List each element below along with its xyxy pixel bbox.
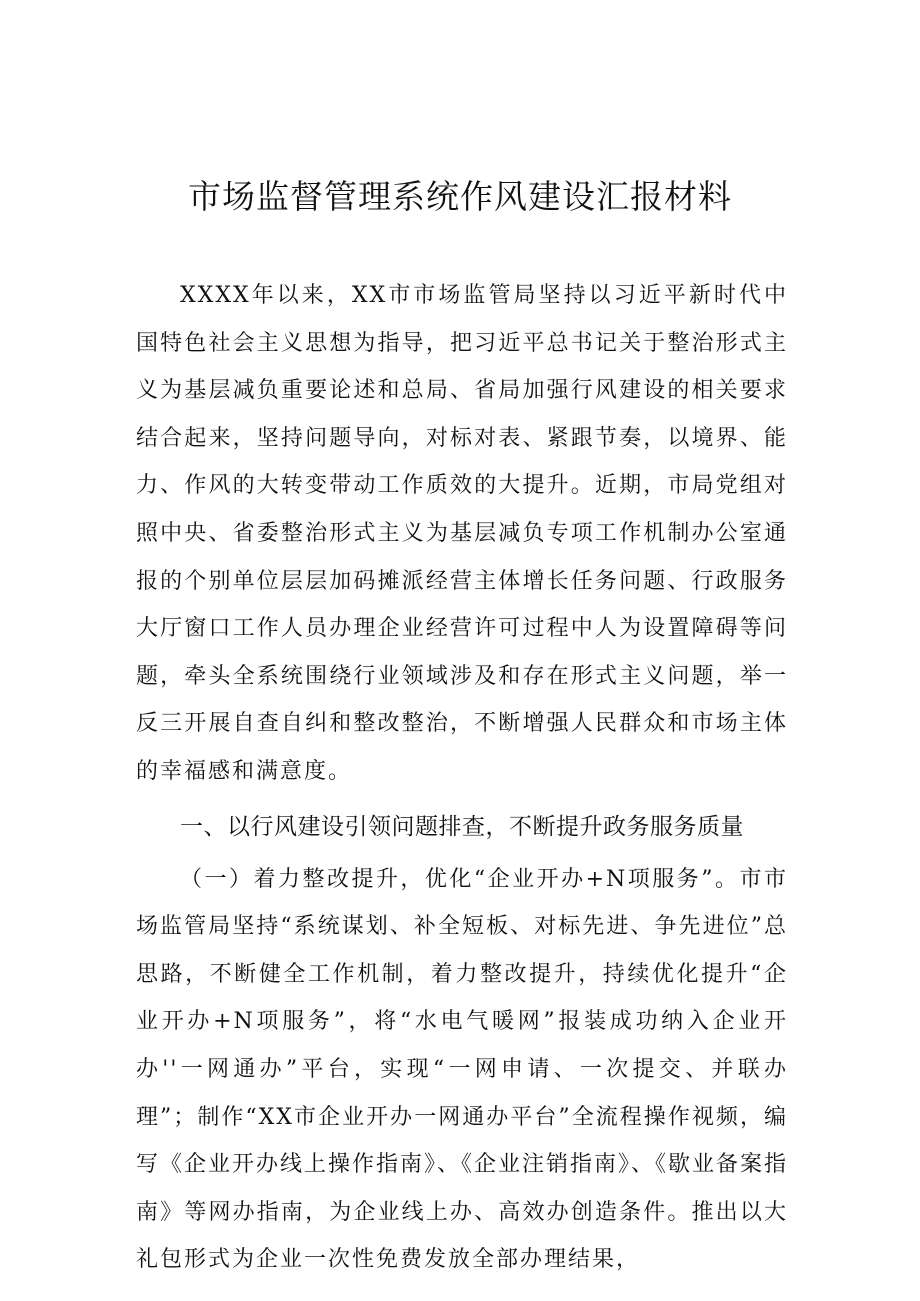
section-paragraph: （一）着力整改提升，优化“企业开办+N项服务”。市市场监管局坚持“系统谋划、补全短板、对标先进、争先进位”总思路，不断健全工作机制，着力整改提升，持续优化提升“企业开办+N项服务”，将“水电气暖网”报装成功纳入企业开办''一网通办”平台，实现“一网申请、一次提交、并联办理”；制作“XX市企业开办一网通办平台”全流程操作视频，编写《企业开办线上操作指南》、《企业注销指南》、《歇业备案指南》等网办指南，为企业线上办、高效办创造条件。推出以大礼包形式为企业一次性免费发放全部办理结果， [136, 866, 789, 1273]
document-title: 市场监督管理系统作风建设汇报材料 [188, 177, 732, 216]
intro-paragraph: XXXX年以来，XX市市场监管局坚持以习近平新时代中国特色社会主义思想为指导，把习近平总书记关于整治形式主义为基层减负重要论述和总局、省局加强行风建设的相关要求结合起来，坚持问题导向，对标对表、紧跟节奏，以境界、能力、作风的大转变带动工作质效的大提升。近期，市局党组对照中央、省委整治形式主义为基层减负专项工作机制办公室通报的个别单位层层加码摊派经营主体增长任务问题、行政服务大厅窗口工作人员办理企业经营许可过程中人为设置障碍等问题，牵头全系统围绕行业领域涉及和存在形式主义问题，举一反三开展自查自纠和整改整治，不断增强人民群众和市场主体的幸福感和满意度。 [136, 283, 788, 784]
document-body [136, 272, 788, 1284]
section-heading: 一、以行风建设引领问题排查，不断提升政务服务质量 [180, 813, 744, 840]
